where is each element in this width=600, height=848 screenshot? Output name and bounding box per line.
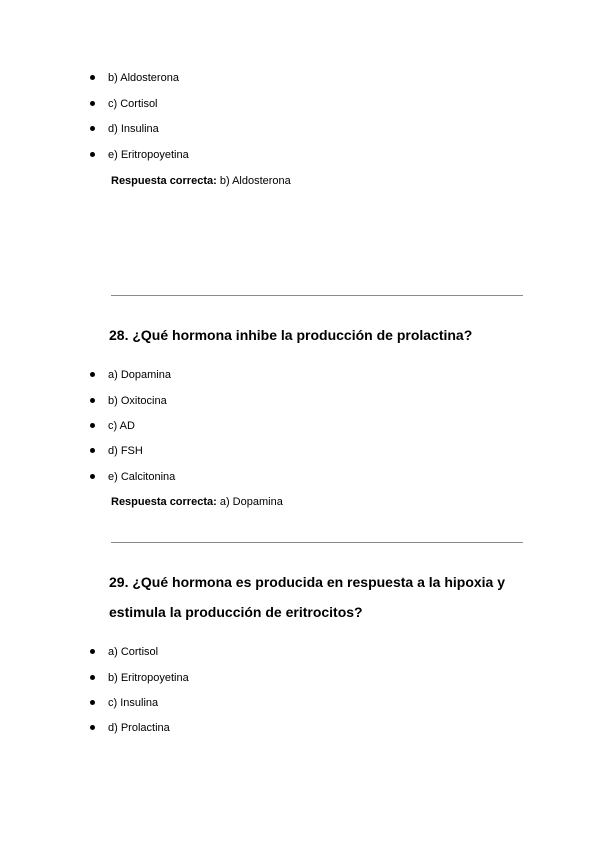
bullet-icon bbox=[90, 448, 95, 453]
question-title-line2: estimula la producción de eritrocitos? bbox=[109, 604, 363, 620]
correct-answer-value: b) Aldosterona bbox=[219, 175, 291, 187]
section-divider bbox=[111, 542, 523, 543]
bullet-icon bbox=[90, 423, 95, 428]
bullet-icon bbox=[90, 700, 95, 705]
bullet-icon bbox=[90, 725, 95, 730]
option-item: d) FSH bbox=[90, 443, 143, 459]
correct-answer-value: a) Dopamina bbox=[219, 496, 283, 508]
correct-answer bbox=[111, 173, 291, 189]
bullet-icon bbox=[90, 372, 95, 377]
option-item: c) AD bbox=[90, 418, 135, 434]
option-item: e) Calcitonina bbox=[90, 469, 175, 485]
option-item: b) Aldosterona bbox=[90, 70, 179, 86]
option-item: a) Dopamina bbox=[90, 367, 171, 383]
bullet-icon bbox=[90, 675, 95, 680]
bullet-icon bbox=[90, 474, 95, 479]
option-item: b) Oxitocina bbox=[90, 393, 167, 409]
bullet-icon bbox=[90, 152, 95, 157]
section-divider bbox=[111, 295, 523, 296]
bullet-icon bbox=[90, 649, 95, 654]
option-item: b) Eritropoyetina bbox=[90, 670, 189, 686]
bullet-icon bbox=[90, 75, 95, 80]
correct-answer-label: Respuesta correcta: bbox=[111, 496, 217, 508]
correct-answer-label: Respuesta correcta: bbox=[111, 175, 217, 187]
bullet-icon bbox=[90, 126, 95, 131]
bullet-icon bbox=[90, 398, 95, 403]
option-item: e) Eritropoyetina bbox=[90, 147, 189, 163]
option-item: c) Insulina bbox=[90, 695, 158, 711]
correct-answer bbox=[111, 494, 283, 510]
option-item: d) Insulina bbox=[90, 121, 159, 137]
question-title: 28. ¿Qué hormona inhibe la producción de prolactina? bbox=[109, 327, 473, 343]
option-item: d) Prolactina bbox=[90, 720, 170, 736]
question-title-line1: 29. ¿Qué hormona es producida en respuesta a la hipoxia y bbox=[109, 574, 506, 590]
option-item: a) Cortisol bbox=[90, 644, 158, 660]
bullet-icon bbox=[90, 101, 95, 106]
option-item: c) Cortisol bbox=[90, 96, 158, 112]
